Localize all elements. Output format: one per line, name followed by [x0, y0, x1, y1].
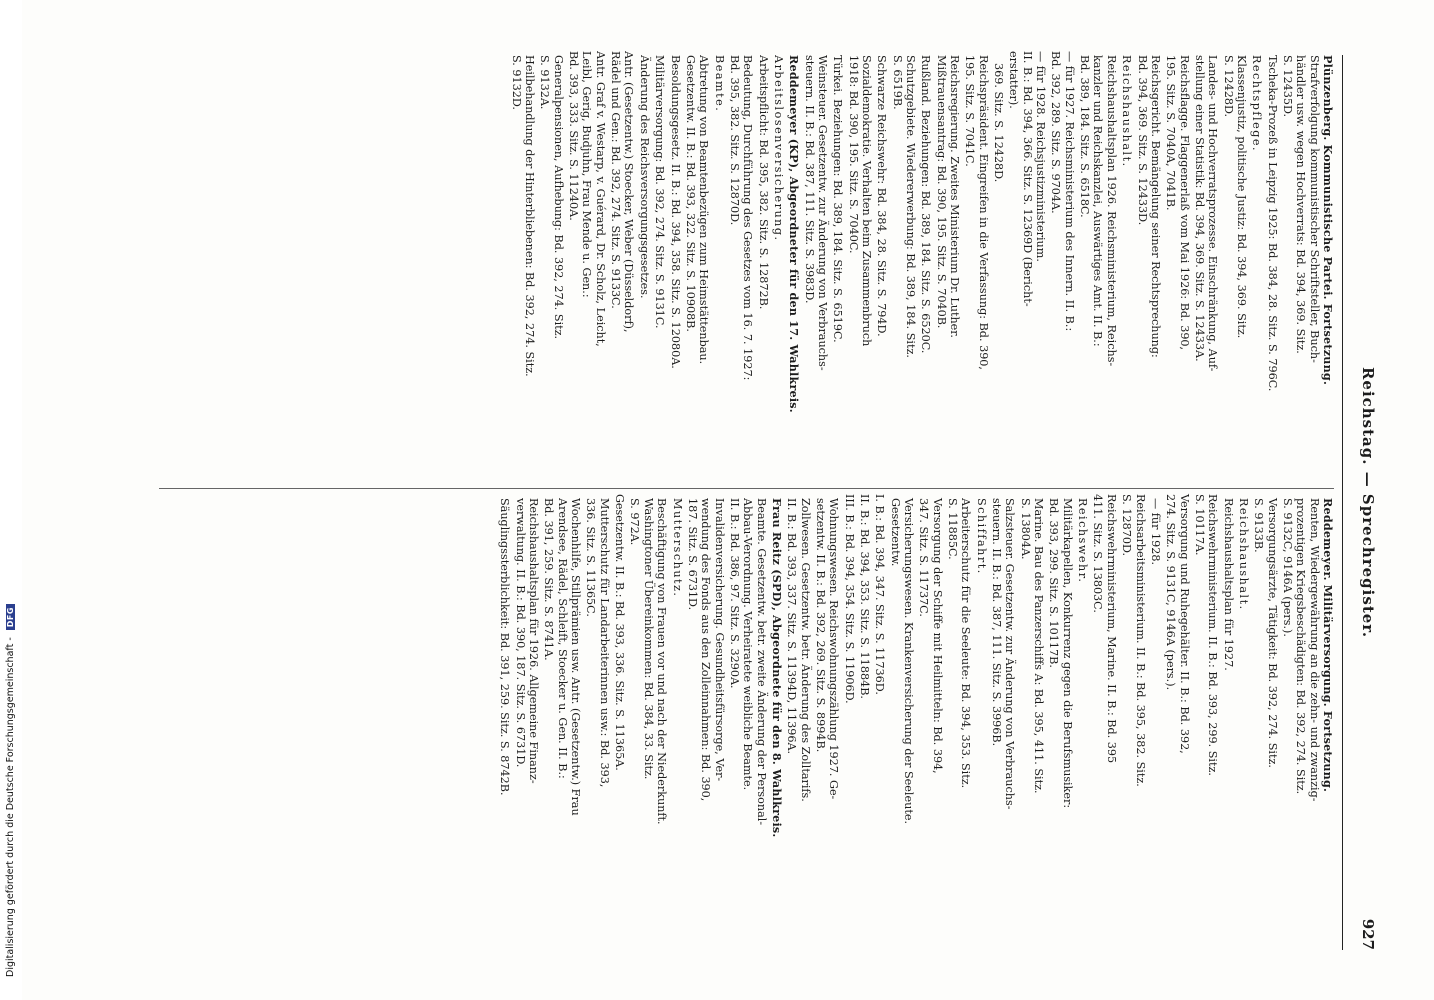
register-entry [917, 498, 944, 923]
entry-line: prozentigen Kriegsbeschädigten: Bd. 392, 274. Sitz. [1294, 498, 1308, 795]
entry-line: Invalidenversicherung. Gesundheitsfürsorge, Ver- [712, 498, 726, 782]
entry-line: erstatter). [1007, 51, 1021, 109]
register-entry [584, 498, 611, 923]
entry-line: Besoldungsgesetz. II. B.: Bd. 394, 358. Sitz. S. 12080A. [668, 55, 682, 369]
register-entry [686, 498, 726, 923]
entry-line: verwaltung. II. B.: Bd. 390, 187. Sitz. S. 6731D. [513, 498, 527, 768]
register-entry [946, 498, 973, 923]
register-entry [1149, 498, 1162, 923]
entry-line: Militärversorgung: Bd. 392, 274. Sitz. S. 9131C. [653, 55, 667, 329]
register-entry [756, 55, 769, 480]
entry-line: Säuglingssterblichkeit: Bd. 391, 259. Sitz. S. 8742B. [498, 498, 512, 796]
entry-line: Reichshaushaltsplan 1926. Reichsministerium, Reichs- [1104, 55, 1118, 367]
entry-line: Wochenhilfe, Stillprämien usw. Antr. (Gesetzentw.) Frau [569, 498, 583, 816]
entry-line: 187. Sitz. S. 6731D. [685, 498, 699, 611]
register-entry [1049, 51, 1076, 480]
entry-line: II. B.: Bd. 393, 337. Sitz. S. 11394D, 11396A. [785, 498, 799, 755]
entry-line: II. B.: Bd. 394, 366. Sitz. S. 12369D (Bericht- [1020, 51, 1034, 307]
entry-line: Reichshaushalt. [1236, 498, 1250, 611]
subject-heading [1250, 55, 1263, 480]
entry-line: S. 972A. [628, 498, 642, 546]
entry-line: Versicherungswesen. Krankenversicherung der Seeleute. [902, 498, 916, 824]
entry-line: 369. Sitz. S. 12428D. [992, 63, 1006, 183]
entry-line: Klassenjustiz, politische Justiz: Bd. 394, 369. Sitz. [1234, 55, 1248, 339]
entry-line: II. B.: Bd. 394, 353. Sitz. S. 11884B. [858, 494, 871, 699]
entry-line: 274. Sitz. S. 9131C, 9146A (pers.). [1164, 494, 1178, 691]
entry-line: Antr. (Gesetzentw.) Stoecker, Weber (Düsseldorf), [622, 51, 636, 333]
speaker-heading [770, 498, 783, 923]
register-entry [842, 494, 856, 923]
entry-line: Rädel und Gen.: Bd. 392, 274. Sitz. S. 9133C. [609, 51, 623, 309]
register-entry [888, 498, 915, 923]
entry-line: Türkei. Beziehungen: Bd. 389, 184. Sitz. S. 6519C. [831, 55, 845, 343]
entry-line: Reddemeyer. Militärversorgung. Fortsetzung. [1321, 498, 1335, 793]
entry-line: Generalpensionen, Aufhebung: Bd. 392, 274. Sitz. [551, 55, 565, 340]
register-entry [609, 51, 636, 480]
entry-line: Bd. 395, 382. Sitz. S. 12870D. [727, 55, 741, 226]
entry-line: Reichshaushalt. [1120, 55, 1134, 168]
entry-line: Reichspräsident. Eingreifen in die Verfassung: Bd. 390, [976, 55, 990, 370]
entry-line: Rußland. Beziehungen: Bd. 389, 184. Sitz. S. 6520C. [919, 55, 933, 354]
entry-line: steuern. II. B.: Bd. 387, 111. Sitz. S. 3983D. [802, 55, 816, 304]
subject-heading [1120, 55, 1133, 480]
entry-line: Wohnungswesen. Reichswohnungszählung 1927. Ge- [827, 498, 841, 800]
register-entry [1078, 55, 1118, 480]
register-entry [875, 55, 888, 480]
register-entry [638, 55, 651, 480]
register-entry [1164, 55, 1191, 480]
entry-line: steuern. II. B.: Bd. 387, 111. Sitz. S. 3996B. [990, 498, 1004, 747]
register-entry [1135, 55, 1162, 480]
rotated-page-content [149, 51, 1384, 950]
register-entry [542, 498, 582, 923]
register-entry [785, 498, 812, 923]
entry-line: Militärkapellen, Konkurrenz gegen die Berufsmusiker: [1060, 498, 1074, 809]
entry-line: Bd. 392, 289. Sitz. S. 9704A. [1049, 51, 1063, 214]
dfg-logo-icon: DFG [6, 604, 15, 630]
entry-line: Gesetzentw. II. B.: Bd. 393, 322. Sitz. S. 10908B. [683, 55, 697, 332]
entry-line: Weinsteuer. Gesetzentw. zur Änderung von Verbrauchs- [815, 55, 829, 371]
entry-line: Landes- und Hochverratsprozesse. Einschränkung, Auf- [1206, 55, 1220, 372]
register-entry [873, 494, 887, 923]
entry-line: Sozialdemokratie. Verhalten beim Zusammenbruch [860, 55, 873, 347]
entry-line: Versorgungsärzte, Tätigkeit: Bd. 392, 274. Sitz. [1265, 498, 1279, 768]
subject-heading [1076, 498, 1089, 923]
entry-line: S. 9132C, 9146A (pers.). [1280, 498, 1294, 637]
register-entry [1091, 494, 1118, 923]
entry-line: Abtretung von Beamtenbezügen zum Heimstättenbau. [697, 55, 711, 365]
register-entry [846, 55, 873, 480]
entry-line: Beschäftigung von Frauen vor und nach der Niederkunft. [655, 498, 669, 825]
entry-line: Mutterschutz. [670, 498, 684, 598]
entry-line: Schutzgebiete. Wiedererwerbung: Bd. 389, 184. Sitz. [904, 55, 918, 358]
entry-line: — für 1927. Reichsministerium des Innern. II. B.: [1062, 51, 1076, 332]
entry-line: Änderung des Reichsversorgungsgesetzes. [637, 55, 651, 299]
entry-line: stellung einer Statistik: Bd. 394, 369. Sitz. S. 12433A. [1192, 55, 1206, 362]
register-entry [1221, 498, 1234, 923]
register-entry [1007, 51, 1048, 480]
entry-line: 411. Sitz. S. 13803C. [1091, 494, 1105, 613]
register-entry [1192, 494, 1220, 923]
register-entry [963, 55, 990, 480]
digitization-side-note [0, 0, 22, 1000]
entry-line: Tscheka-Prozeß in Leipzig 1925: Bd. 384, 28. Sitz. S. 796C. [1265, 55, 1279, 392]
left-column [507, 51, 1335, 480]
entry-line: II. B.: Bd. 386, 97. Sitz. S. 3290A. [727, 498, 741, 689]
entry-line: 347. Sitz. S. 11737C. [917, 498, 931, 617]
entry-line: Antr. Graf v. Westarp, v. Guérard, Dr. Scholz, Leicht, [593, 51, 607, 347]
register-entry [567, 51, 607, 480]
entry-line: S. 10117A. [1192, 494, 1206, 556]
entry-line: setzentw. II. B.: Bd. 392, 269. Sitz. S. 8994B. [813, 498, 827, 753]
subject-heading [670, 498, 683, 923]
entry-line: S. 12435D. [1280, 55, 1294, 118]
entry-line: Reichswehrministerium. II. B.: Bd. 393, 299. Sitz. [1206, 494, 1220, 776]
entry-line: Arbeitspflicht: Bd. 395, 382. Sitz. S. 12872B. [756, 55, 770, 310]
entry-line: Reichsgericht. Bemängelung seiner Rechtsprechung: [1148, 55, 1162, 358]
entry-line: Strafverfolgung kommunistischer Schriftsteller, Buch- [1307, 55, 1321, 363]
entry-line: Reichswehrministerium, Marine. II. B.: Bd. 395 [1104, 494, 1118, 764]
subject-heading [772, 55, 785, 480]
scanned-page [22, 0, 1434, 1000]
entry-line: Reddemeyer (KP), Abgeordneter für den 17. Wahlkreis. [787, 55, 802, 413]
register-entry [684, 55, 711, 480]
header-rule [1342, 55, 1343, 950]
entry-line: Versorgung und Ruhegehälter. II. B.: Bd. 392, [1177, 494, 1191, 754]
entry-line: Arbeiterschutz für die Seeleute: Bd. 394, 353. Sitz. [959, 498, 973, 789]
subject-heading [974, 498, 987, 923]
subject-heading [1237, 498, 1250, 923]
entry-line: S. 12870D. [1120, 494, 1134, 557]
entry-line: Beamte. Gesetzentw. betr. zweite Änderung der Personal- [754, 498, 768, 826]
register-entry [668, 55, 681, 480]
entry-line: — für 1928. Reichsjustizministerium. [1034, 51, 1048, 262]
column-divider [159, 488, 1334, 489]
register-entry [498, 498, 511, 923]
entry-line: Bd. 393, 333. Sitz. S. 11240A. [567, 51, 581, 221]
entry-line: Bd. 391, 259. Sitz. S. 8741A. [542, 498, 556, 661]
register-entry [1252, 498, 1279, 923]
register-entry [1120, 494, 1147, 923]
register-entry [1221, 55, 1248, 480]
register-entry [890, 55, 917, 480]
register-entry [728, 55, 755, 480]
entry-line: 195. Sitz. S. 7040A, 7041B. [1164, 55, 1178, 211]
register-entry [858, 494, 871, 923]
register-entry [1164, 494, 1191, 923]
register-entry [1047, 498, 1074, 923]
side-note-text [5, 604, 16, 977]
entry-line: S. 9132D. [509, 55, 523, 110]
entry-line: Bd. 393, 299. Sitz. S. 10117B. [1047, 498, 1061, 668]
entry-line: III. B.: Bd. 394, 354. Sitz. S. 11906D. [842, 494, 856, 704]
entry-line: — für 1928. [1148, 498, 1162, 566]
register-entry [814, 498, 841, 923]
register-entry [653, 55, 666, 480]
entry-line: Reichshaushaltsplan für 1927. [1221, 498, 1235, 671]
entry-line: Beamte. [712, 55, 726, 113]
side-note-label: Digitalisierung gefördert durch die Deutsche Forschungsgemeinschaft - [5, 637, 16, 977]
entry-line: Frau Reitz (SPD), Abgeordnete für den 8. Wahlkreis. [769, 498, 784, 838]
entry-line: S. 9132A. [538, 55, 552, 110]
entry-line: händler usw. wegen Hochverrats: Bd. 394, 369. Sitz. [1294, 55, 1308, 354]
entry-line: S. 11885C. [946, 498, 960, 560]
entry-line: wendung des Fonds aus den Zolleinnahmen: Bd. 390, [699, 498, 713, 802]
entry-line: Gesetzentw. [888, 498, 902, 567]
entry-line: 195. Sitz. S. 7041C. [963, 55, 977, 167]
right-column [496, 494, 1335, 923]
register-entry [1265, 55, 1278, 480]
entry-line: Schwarze Reichswehr: Bd. 384, 28. Sitz. S. 794D. [875, 55, 889, 337]
register-entry [628, 498, 668, 923]
register-entry [728, 498, 768, 923]
entry-line: Arbeitslosenversicherung. [771, 55, 785, 242]
page-number: 927 [1359, 918, 1377, 950]
subject-heading [712, 55, 725, 480]
register-entry [919, 55, 932, 480]
entry-line: Mutterschutz für Landarbeiterinnen usw.: Bd. 393, [597, 498, 611, 788]
entry-line: Abbau-Verordnung. Verheiratete weibliche Beamte. [741, 498, 755, 791]
entry-line: Marine. Bau des Panzerschiffs A: Bd. 395, 411. Sitz. [1032, 498, 1046, 794]
register-entry [1018, 498, 1045, 923]
entry-line: kanzler und Reichskanzlei, Auswärtiges Amt. II. B.: [1091, 55, 1105, 347]
register-entry [1193, 55, 1220, 480]
entry-line: Plünzenberg. Kommunistische Partei. Fortsetzung. [1321, 55, 1335, 386]
entry-line: Reichsarbeitsministerium. II. B.: Bd. 395, 382. Sitz. [1133, 494, 1147, 787]
entry-line: Heilbehandlung der Hinterbliebenen: Bd. 392, 274. Sitz. [523, 55, 537, 377]
entry-line: Reichsregierung. Zweites Ministerium Dr. Luther. [948, 55, 962, 338]
entry-line: 1918: Bd. 390, 195. Sitz. S. 7040C. [846, 55, 860, 254]
entry-line: Leibl, Gerig, Budjuhn, Frau Mende u. Gen.: [580, 51, 594, 298]
entry-line: S. 9133B. [1252, 498, 1266, 553]
entry-line: Versorgung der Schiffe mit Heilmitteln: Bd. 394, [930, 498, 944, 774]
entry-line: Reichsflagge. Flaggenerlaß vom Mai 1926: Bd. 390, [1177, 55, 1191, 351]
register-entry [934, 55, 961, 480]
entry-line: Reichswehr. [1076, 498, 1090, 584]
register-entry [513, 498, 540, 923]
entry-line: Bd. 394, 369. Sitz. S. 12433D. [1135, 55, 1149, 226]
register-entry [990, 498, 1017, 923]
entry-line: 336. Sitz. S. 11365C. [584, 498, 598, 617]
register-entry [992, 55, 1005, 480]
entry-line: Arendsee, Rädel, Schleift, Stoecker u. Gen. II. B.: [555, 498, 569, 779]
entry-line: Bedeutung, Durchführung des Gesetzes vom 16. 7. 1927: [741, 55, 755, 381]
entry-line: Washingtoner Übereinkommen: Bd. 384, 33. Sitz. [641, 498, 655, 780]
speaker-heading [1281, 55, 1334, 480]
entry-line: Zollwesen. Gesetzentw. betr. Änderung des Zolltarifs. [798, 498, 812, 802]
entry-line: S. 13804A. [1018, 498, 1032, 560]
entry-line: Schiffahrt. [974, 498, 988, 575]
entry-line: Reichshaushaltsplan für 1926. Allgemeine Finanz- [527, 498, 541, 784]
page-title: Reichstag. — Sprechregister. [1359, 366, 1377, 639]
register-entry [802, 55, 829, 480]
entry-line: Bd. 389, 184. Sitz. S. 6518C. [1078, 55, 1092, 218]
entry-line: Salzsteuer. Gesetzentw. zur Änderung von Verbrauchs- [1003, 498, 1017, 810]
register-entry [831, 55, 844, 480]
register-entry [509, 55, 536, 480]
entry-line: S. 12428D. [1221, 55, 1235, 118]
register-entry [613, 494, 627, 923]
entry-line: Gesetzentw. II. B.: Bd. 393, 336. Sitz. S. 11365A. [613, 494, 627, 771]
entry-line: Rechtspflege. [1250, 55, 1264, 153]
entry-line: S. 6519B. [890, 55, 904, 110]
register-entry [538, 55, 565, 480]
entry-line: Mißtrauensantrag: Bd. 390, 195. Sitz. S. 7040B. [934, 55, 948, 329]
entry-line: Renten, Wiedergewährung an die zehn- und zwanzig- [1307, 498, 1321, 802]
speaker-heading [787, 55, 800, 480]
speaker-heading [1281, 498, 1334, 923]
entry-line: I. B.: Bd. 394, 347. Sitz. S. 11736D. [873, 494, 887, 695]
